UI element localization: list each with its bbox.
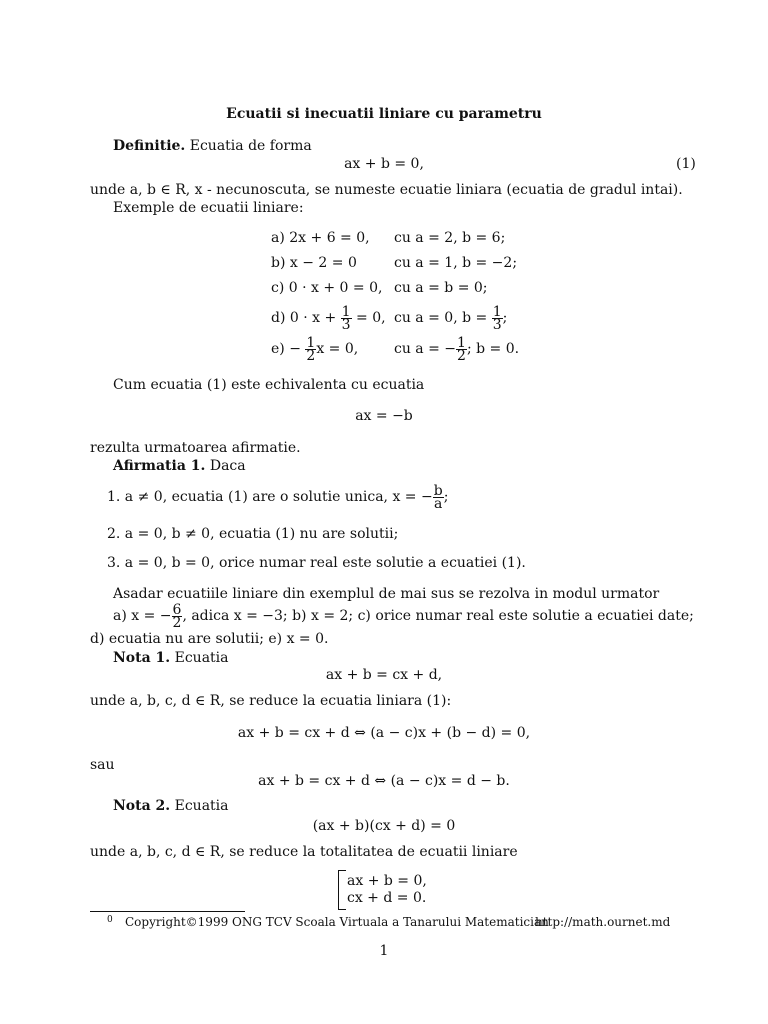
- note2-equation: (ax + b)(cx + d) = 0: [312, 818, 456, 834]
- example-a-condition: cu a = 2, b = 6;: [394, 230, 506, 246]
- fraction-denominator: a: [434, 495, 443, 512]
- fraction-numerator: 6: [172, 601, 182, 618]
- example-e-cond-post: ; b = 0.: [466, 341, 520, 357]
- page-title: Ecuatii si inecuatii liniare cu parametru: [226, 106, 542, 122]
- fraction-denominator: 2: [172, 614, 182, 631]
- equivalence-equation: ax = −b: [355, 408, 413, 424]
- note1-equivalence-2: ax + b = cx + d ⇔ (a − c)x = d − b.: [258, 773, 510, 789]
- note2-label: Nota 2.: [113, 798, 171, 814]
- example-a-equation: a) 2x + 6 = 0,: [271, 230, 370, 246]
- example-c-equation: c) 0 · x + 0 = 0,: [271, 280, 383, 296]
- fraction-numerator: b: [433, 482, 443, 499]
- system-equation-1: ax + b = 0,: [347, 873, 427, 889]
- equation-number: (1): [676, 156, 696, 172]
- definition-equation: ax + b = 0,: [344, 156, 424, 172]
- footnote-rule: [90, 911, 245, 912]
- example-b-equation: b) x − 2 = 0: [271, 255, 357, 271]
- solutions-line-2: d) ecuatia nu are solutii; e) x = 0.: [90, 631, 329, 647]
- example-e-label: e) −: [271, 341, 301, 357]
- example-d-tail: = 0,: [356, 310, 386, 326]
- claim-item-1-end: ;: [443, 489, 449, 505]
- claim-text: Daca: [209, 458, 246, 474]
- fraction: [172, 601, 183, 631]
- equivalence-intro: Cum ecuatia (1) este echivalenta cu ecuatia: [113, 377, 425, 393]
- footnote-url[interactable]: http://math.ournet.md: [535, 915, 671, 929]
- solutions-rest: , adica x = −3; b) x = 2; c) orice numar real este solutie a ecuatiei date;: [182, 608, 694, 624]
- example-e-cond-pre: cu a = −: [394, 341, 457, 357]
- claim-label: Afirmatia 1.: [113, 458, 206, 474]
- fraction: [456, 334, 467, 364]
- definition-paragraph: [113, 138, 312, 154]
- note1-heading: [113, 650, 229, 666]
- example-b-condition: cu a = 1, b = −2;: [394, 255, 518, 271]
- note1-text: Ecuatia: [174, 650, 229, 666]
- claim-heading: [113, 458, 246, 474]
- fraction: [305, 334, 316, 364]
- note1-after: unde a, b, c, d ∈ R, se reduce la ecuatia liniara (1):: [90, 693, 452, 709]
- note2-after: unde a, b, c, d ∈ R, se reduce la totalitatea de ecuatii liniare: [90, 844, 518, 860]
- note1-sau: sau: [90, 757, 115, 773]
- solutions-line-1: [113, 596, 694, 636]
- fraction-numerator: 1: [341, 303, 351, 320]
- definition-text: Ecuatia de forma: [189, 138, 312, 154]
- footnote-mark: 0: [107, 915, 113, 925]
- system-equation-2: cx + d = 0.: [347, 890, 427, 906]
- system-bracket: [338, 870, 346, 910]
- claim-item-1-text: 1. a ≠ 0, ecuatia (1) are o solutie unica, x = −: [107, 489, 433, 505]
- note2-text: Ecuatia: [174, 798, 229, 814]
- solution-a-prefix: a) x = −: [113, 608, 172, 624]
- definition-label: Definitie.: [113, 138, 186, 154]
- fraction-numerator: 1: [457, 334, 466, 351]
- definition-after: unde a, b ∈ R, x - necunoscuta, se numeste ecuatie liniara (ecuatia de gradul intai).: [90, 182, 683, 198]
- fraction-denominator: 3: [492, 316, 502, 333]
- example-d-cond-post: ;: [502, 310, 508, 326]
- solutions-intro: Asadar ecuatiile liniare din exemplul de mai sus se rezolva in modul urmator: [113, 586, 660, 602]
- claim-item-2: 2. a = 0, b ≠ 0, ecuatia (1) nu are solutii;: [107, 526, 399, 542]
- example-d-cond-pre: cu a = 0, b =: [394, 310, 488, 326]
- page-number: 1: [379, 943, 389, 959]
- fraction-denominator: 2: [306, 347, 316, 364]
- equivalence-result: rezulta urmatoarea afirmatie.: [90, 440, 301, 456]
- example-d-label: d) 0 · x +: [271, 310, 337, 326]
- note1-equation: ax + b = cx + d,: [325, 667, 443, 683]
- example-e-equation: [271, 329, 358, 369]
- example-e-condition: [394, 329, 519, 369]
- fraction-numerator: 1: [306, 334, 316, 351]
- note2-heading: [113, 798, 229, 814]
- example-e-tail: x = 0,: [316, 341, 359, 357]
- fraction: [492, 303, 503, 333]
- fraction-denominator: 3: [341, 316, 351, 333]
- claim-item-3: 3. a = 0, b = 0, orice numar real este solutie a ecuatiei (1).: [107, 555, 526, 571]
- note1-equivalence-1: ax + b = cx + d ⇔ (a − c)x + (b − d) = 0,: [237, 725, 531, 741]
- note1-label: Nota 1.: [113, 650, 171, 666]
- fraction-numerator: 1: [492, 303, 502, 320]
- footnote-text: Copyright©1999 ONG TCV Scoala Virtuala a Tanarului Matematician: [125, 915, 549, 929]
- fraction: [433, 482, 444, 512]
- fraction: [341, 303, 352, 333]
- example-c-condition: cu a = b = 0;: [394, 280, 488, 296]
- examples-intro: Exemple de ecuatii liniare:: [113, 200, 304, 216]
- claim-item-1: [107, 477, 448, 517]
- fraction-denominator: 2: [457, 347, 466, 364]
